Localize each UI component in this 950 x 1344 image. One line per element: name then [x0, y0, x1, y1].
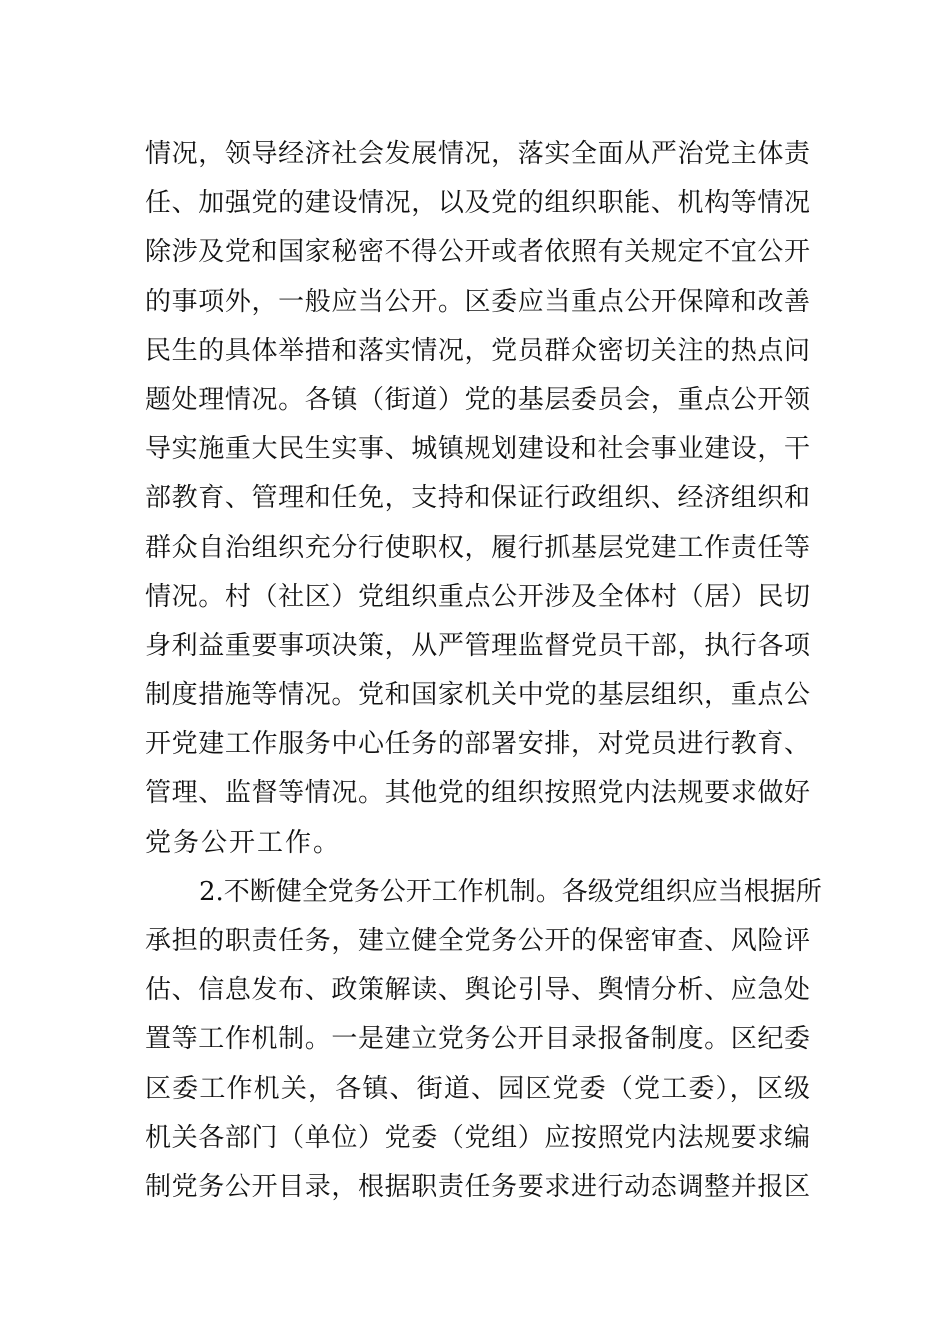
section-heading-line: 2.不断健全党务公开工作机制。各级党组织应当根据所	[199, 876, 822, 907]
text-line: 制党务公开目录，根据职责任务要求进行动态调整并报区	[145, 1171, 810, 1202]
text-line: 群众自治组织充分行使职权，履行抓基层党建工作责任等	[145, 532, 810, 563]
text-line: 管理、监督等情况。其他党的组织按照党内法规要求做好	[145, 778, 810, 809]
paragraph-end-line: 党务公开工作。	[145, 827, 342, 858]
text-line: 估、信息发布、政策解读、舆论引导、舆情分析、应急处	[145, 975, 810, 1006]
text-line: 导实施重大民生实事、城镇规划建设和社会事业建设，干	[145, 434, 810, 465]
text-line: 的事项外，一般应当公开。区委应当重点公开保障和改善	[145, 286, 810, 317]
text-line: 置等工作机制。一是建立党务公开目录报备制度。区纪委	[145, 1024, 810, 1055]
text-line: 承担的职责任务，建立健全党务公开的保密审查、风险评	[145, 926, 810, 956]
text-line: 部教育、管理和任免，支持和保证行政组织、经济组织和	[145, 483, 810, 514]
text-line: 民生的具体举措和落实情况，党员群众密切关注的热点问	[145, 335, 810, 366]
text-line: 制度措施等情况。党和国家机关中党的基层组织，重点公	[145, 680, 810, 711]
text-line: 情况。村（社区）党组织重点公开涉及全体村（居）民切	[145, 581, 810, 612]
text-line: 机关各部门（单位）党委（党组）应按照党内法规要求编	[145, 1122, 810, 1153]
body-text	[145, 130, 822, 1212]
text-line: 情况，领导经济社会发展情况，落实全面从严治党主体责	[145, 139, 810, 169]
text-line: 任、加强党的建设情况，以及党的组织职能、机构等情况	[145, 188, 810, 219]
text-line: 题处理情况。各镇（街道）党的基层委员会，重点公开领	[145, 384, 810, 415]
text-line: 身利益重要事项决策，从严管理监督党员干部，执行各项	[145, 630, 810, 661]
text-line: 除涉及党和国家秘密不得公开或者依照有关规定不宜公开	[145, 237, 810, 268]
text-line: 开党建工作服务中心任务的部署安排，对党员进行教育、	[145, 729, 810, 760]
text-line: 区委工作机关，各镇、街道、园区党委（党工委），区级	[145, 1073, 810, 1104]
